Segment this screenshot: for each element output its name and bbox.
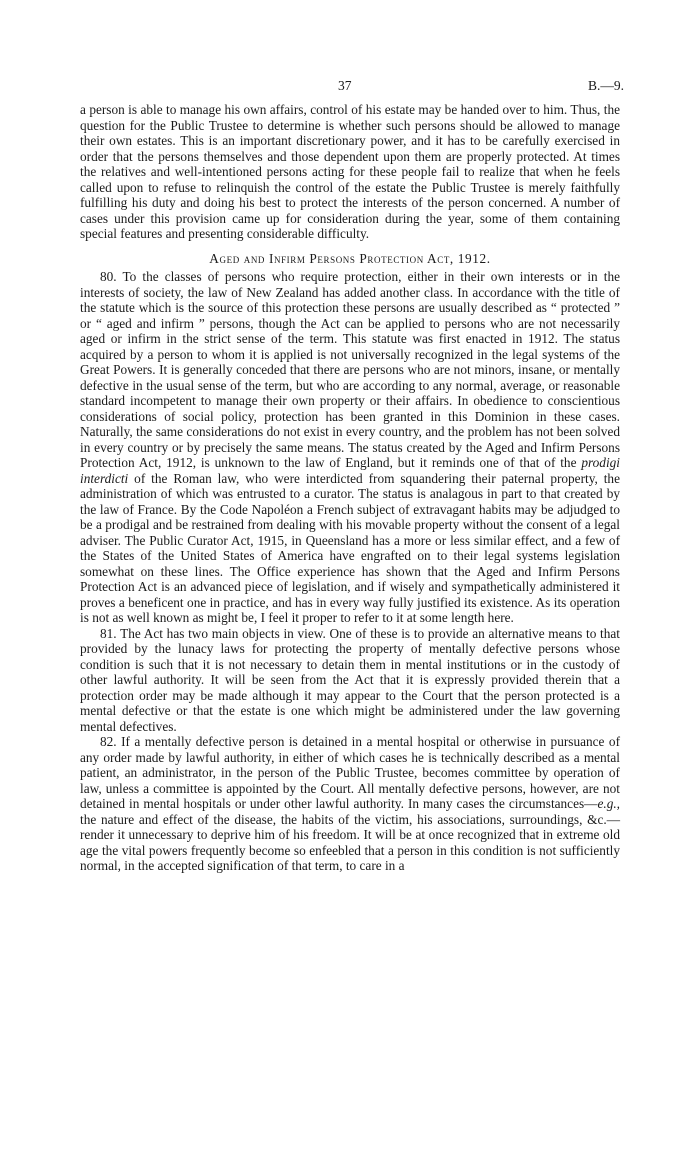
page-number: 37 — [338, 78, 352, 93]
section-heading: Aged and Infirm Persons Protection Act, 1912. — [209, 250, 491, 266]
document-reference: B.—9. — [587, 78, 624, 93]
paragraph-82-italic: e.g., — [597, 796, 620, 811]
paragraph-81: 81. The Act has two main objects in view. One of these is to provide an alternative means to that provided by the lunacy laws for protecting the property of mentally defective persons whose condition is such that it is not necessary to detain them in mental institutions or in the custody of other lawful authority. It will be seen from the Act that it is expressly provided therein that a protection order may be made although it may appear to the Court that the person protected is a mental defective or that the estate is one which might be administered under the law governing mental defectives. — [80, 625, 620, 734]
paragraph-80-text-b: of the Roman law, who were interdicted from squandering their paternal property, the administration of which was entrusted to a curator. The status is analagous in part to that created by the law of France. By the Code Napoléon a French subject of extravagant habits may be adjudged to be a prodigal and be restrained from dealing with his movable property without the consent of a legal adviser. The Public Curator Act, 1915, in Queensland has a more or less similar effect, and a few of the States of the United States of America have engrafted on to their legal systems legislation somewhat on these lines. The Office experience has shown that the Aged and Infirm Persons Protection Act is an advanced piece of legislation, and if wisely and sympathetically administered it proves a beneficent one in practice, and has in every way fully justified its existence. As its operation is not as well known as might be, I feel it proper to refer to it at some length here. — [80, 470, 620, 625]
paragraph-80 — [80, 269, 620, 626]
paragraph-82 — [80, 734, 620, 874]
paragraph-82-text-b: the nature and effect of the disease, the habits of the victim, his associations, surroundings, &c.—render it unnecessary to deprive him of his freedom. It will be at once recognized that in extreme old age the vital powers frequently become so enfeebled that a person in this condition is not sufficiently normal, in the accepted signification of that term, to care in a — [80, 811, 620, 873]
document-page — [80, 78, 624, 874]
paragraph-82-text-a: 82. If a mentally defective person is detained in a mental hospital or otherwise in pursuance of any order made by lawful authority, in either of which cases he is technically described as a mental patient, an administrator, in the person of the Public Trustee, becomes committee by operation of law, unless a committee is appointed by the Court. All mentally defective persons, however, are not detained in mental hospitals or under other lawful authority. In many cases the circumstances— — [80, 734, 620, 811]
intro-paragraph: a person is able to manage his own affairs, control of his estate may be handed over to him. Thus, the question for the Public Trustee to determine is whether such persons should be allowed to manage their own estates. This is an important discretionary power, and it has to be carefully exercised in order that the persons themselves and those dependent upon them are properly protected. At times the relatives and well-intentioned persons acting for these people fail to realize that when he feels called upon to refuse to relinquish the control of the estate the Public Trustee is merely faithfully fulfilling his duty and doing his best to protect the interests of the person concerned. A number of cases under this provision came up for consideration during the year, some of them containing special features and presenting considerable difficulty. — [80, 102, 620, 241]
page-header — [80, 78, 624, 102]
paragraph-80-italic: prodigi interdicti — [80, 455, 620, 486]
paragraph-80-text-a: 80. To the classes of persons who require protection, either in their own interests or in the interests of society, the law of New Zealand has added another class. In accordance with the title of the statute which is the source of this protection these persons are usually described as “ protected ” or “ aged and infirm ” persons, though the Act can be applied to persons who are not necessarily aged or infirm in the strict sense of the term. This statute was first enacted in 1912. The status acquired by a person to whom it is applied is not universally recognized in the legal systems of the Great Powers. It is generally conceded that there are persons who are not minors, insane, or mentally defective in the usual sense of the term, but who are according to any normal, average, or reasonable standard incompetent to manage their own property or their affairs. In obedience to conscientious considerations of social policy, protection has been granted in this Dominion in these cases. Naturally, the same considerations do not exist in every country, and the problem has not been solved in every country or by precisely the same means. The status created by the Aged and Infirm Persons Protection Act, 1912, is unknown to the law of England, but it reminds one of that of the — [80, 269, 620, 470]
